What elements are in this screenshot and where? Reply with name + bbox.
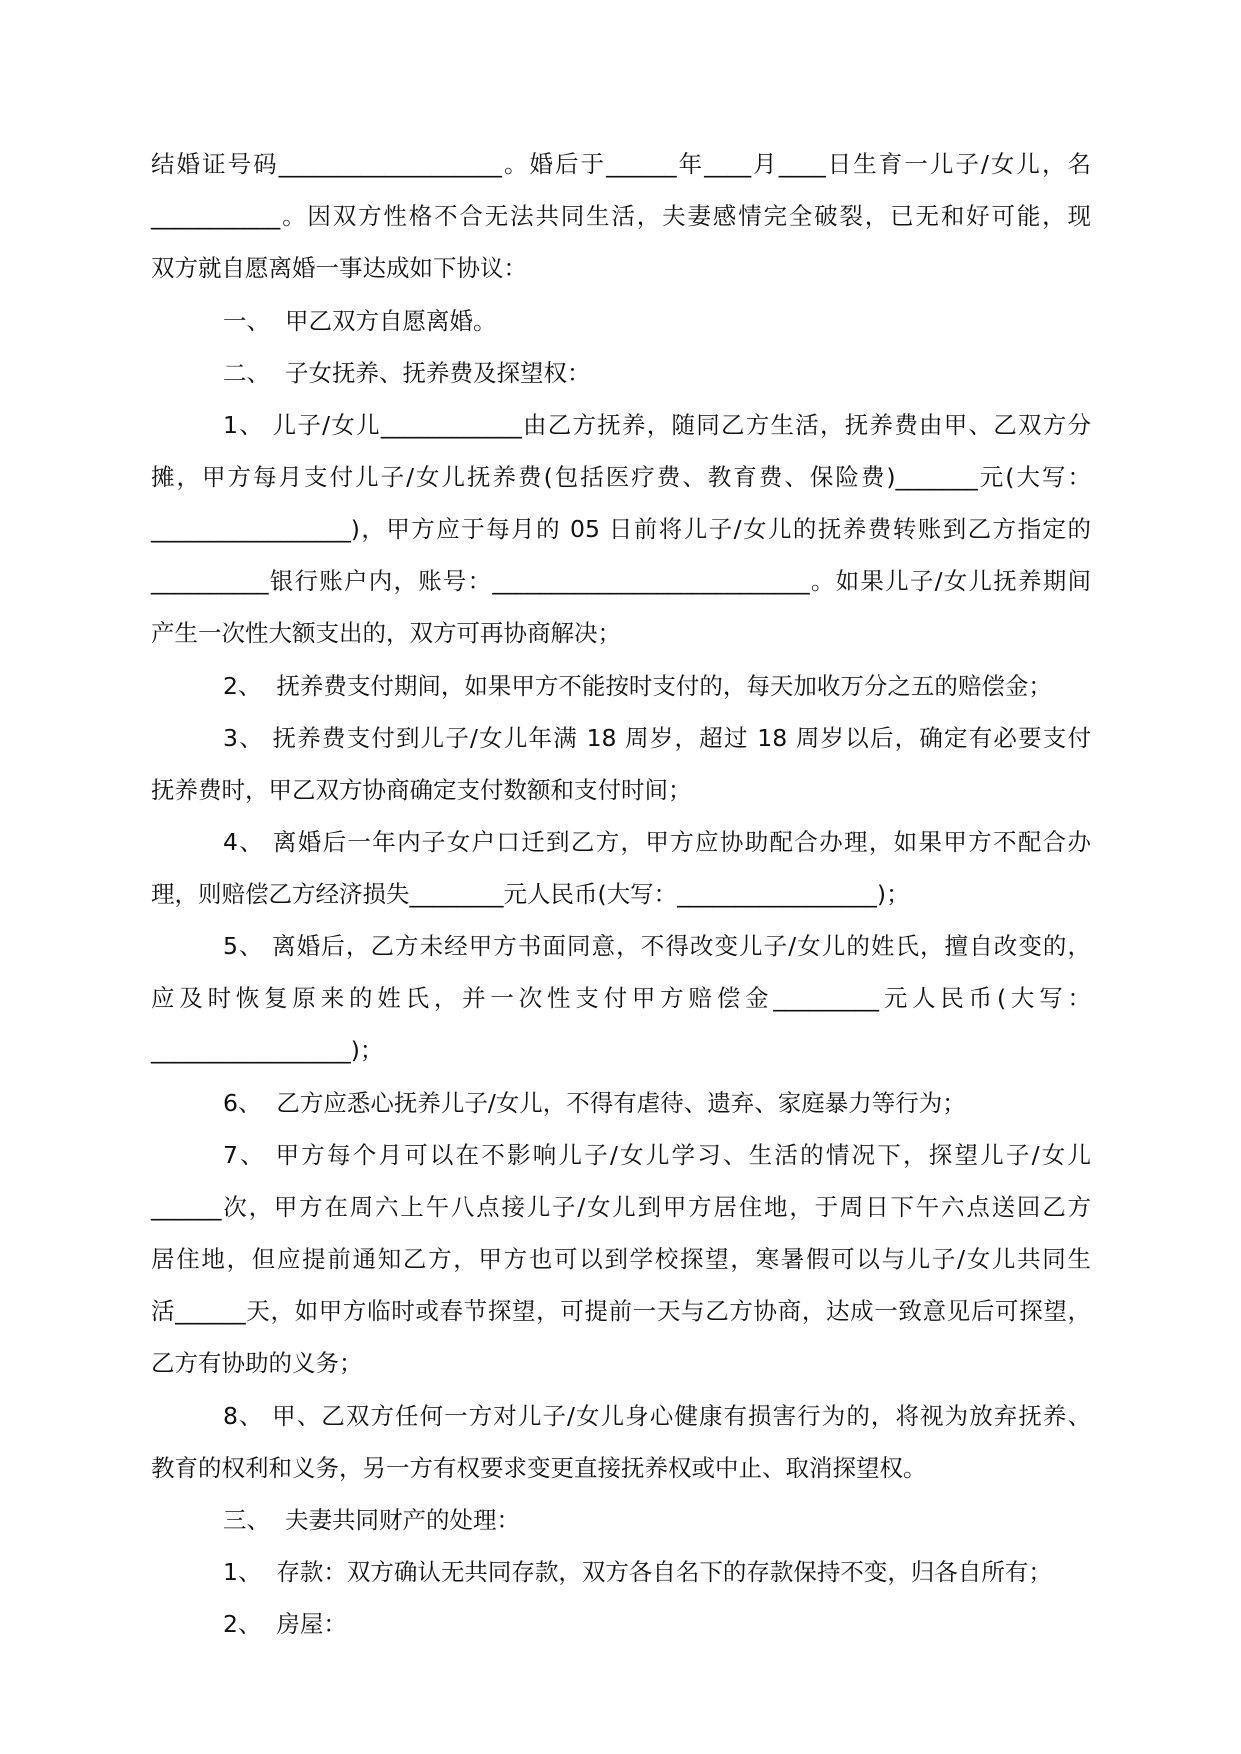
section-heading: 三、 夫妻共同财产的处理： (223, 1506, 520, 1534)
clause-item: 5、 离婚后，乙方未经甲方书面同意，不得改变儿子/女儿的姓氏，擅自改变的， (223, 932, 1091, 960)
clause-item: 2、 房屋： (223, 1610, 347, 1638)
text-line: 教育的权利和义务，另一方有权要求变更直接抚养权或中止、取消探望权。 (151, 1454, 927, 1482)
text-line: 双方就自愿离婚一事达成如下协议： (151, 254, 527, 282)
text-line: 摊，甲方每月支付儿子/女儿抚养费(包括医疗费、教育费、保险费)_______元(大写： (151, 463, 1091, 491)
text-line: 居住地，但应提前通知乙方，甲方也可以到学校探望，寒暑假可以与儿子/女儿共同生 (151, 1245, 1091, 1273)
text-line: __________银行账户内，账号：___________________________。如果儿子/女儿抚养期间 (151, 567, 1091, 595)
text-line: 抚养费时，甲乙双方协商确定支付数额和支付时间； (151, 776, 692, 804)
text-line: 活______天，如甲方临时或春节探望，可提前一天与乙方协商，达成一致意见后可探望， (151, 1297, 1091, 1325)
text-line: 理，则赔偿乙方经济损失________元人民币(大写：_________________)； (151, 880, 910, 908)
text-line: _________________)； (151, 1036, 384, 1064)
clause-item: 6、 乙方应悉心抚养儿子/女儿，不得有虐待、遗弃、家庭暴力等行为； (223, 1089, 966, 1117)
text-line: 产生一次性大额支出的，双方可再协商解决； (151, 619, 621, 647)
text-line: _________________)，甲方应于每月的 05 日前将儿子/女儿的抚养费转账到乙方指定的 (151, 515, 1091, 543)
text-line: 结婚证号码___________________。婚后于______年____月____日生育一儿子/女儿，名 (151, 150, 1091, 178)
clause-item: 1、 存款：双方确认无共同存款，双方各自名下的存款保持不变，归各自所有； (223, 1558, 1052, 1586)
clause-item: 7、 甲方每个月可以在不影响儿子/女儿学习、生活的情况下，探望儿子/女儿 (223, 1141, 1091, 1169)
clause-item: 2、 抚养费支付期间，如果甲方不能按时支付的，每天加收万分之五的赔偿金； (223, 672, 1052, 700)
text-line: ______次，甲方在周六上午八点接儿子/女儿到甲方居住地，于周日下午六点送回乙方 (151, 1193, 1091, 1221)
clause-item: 4、 离婚后一年内子女户口迁到乙方，甲方应协助配合办理，如果甲方不配合办 (223, 828, 1091, 856)
text-line: ___________。因双方性格不合无法共同生活，夫妻感情完全破裂，已无和好可能，现 (151, 202, 1091, 230)
clause-item: 3、 抚养费支付到儿子/女儿年满 18 周岁，超过 18 周岁以后，确定有必要支付 (223, 724, 1091, 752)
clause-item: 8、 甲、乙双方任何一方对儿子/女儿身心健康有损害行为的，将视为放弃抚养、 (223, 1402, 1091, 1430)
clause-item: 1、 儿子/女儿____________由乙方抚养，随同乙方生活，抚养费由甲、乙双方分 (223, 411, 1091, 439)
text-line: 乙方有协助的义务； (151, 1349, 363, 1377)
section-heading: 二、 子女抚养、抚养费及探望权： (223, 359, 591, 387)
text-line: 应及时恢复原来的姓氏，并一次性支付甲方赔偿金_________元人民币(大写： (151, 984, 1091, 1012)
section-heading: 一、 甲乙双方自愿离婚。 (223, 307, 497, 335)
